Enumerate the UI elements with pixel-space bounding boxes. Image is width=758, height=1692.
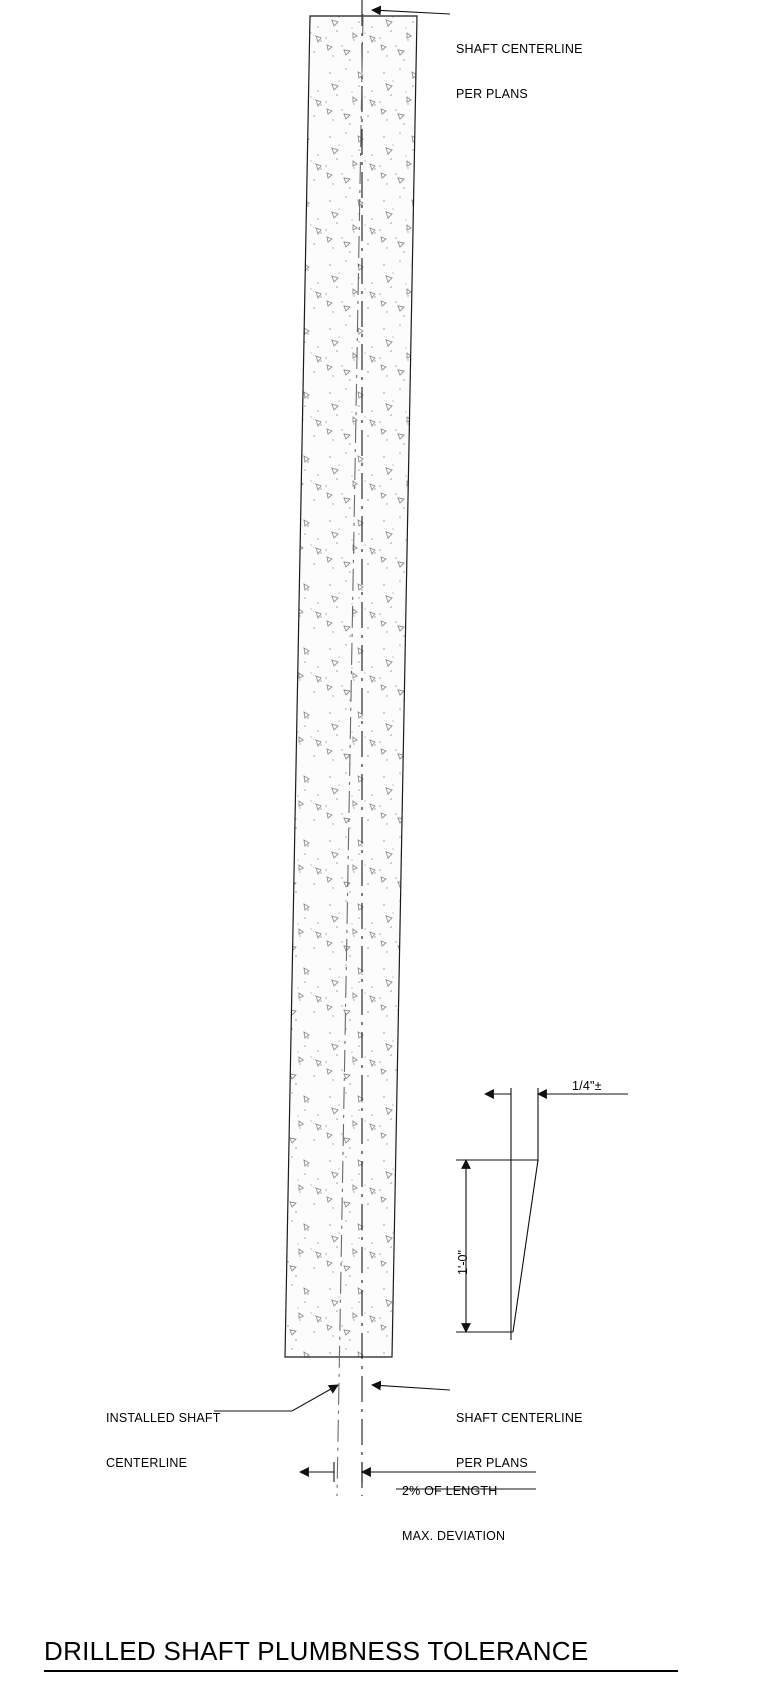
- label-top-shaft-centerline-line1: SHAFT CENTERLINE: [456, 42, 583, 56]
- label-bottom-shaft-centerline-line1: SHAFT CENTERLINE: [456, 1411, 583, 1425]
- label-top-shaft-centerline-line2: PER PLANS: [456, 87, 528, 101]
- label-installed-shaft-centerline-line2: CENTERLINE: [106, 1456, 188, 1470]
- drawing-title: DRILLED SHAFT PLUMBNESS TOLERANCE: [44, 1636, 589, 1666]
- label-max-deviation: [402, 1454, 505, 1574]
- drawing-title-underline: [44, 1670, 678, 1672]
- label-bottom-shaft-centerline-line2: PER PLANS: [456, 1456, 528, 1470]
- label-installed-shaft-centerline: [106, 1381, 221, 1501]
- label-max-deviation-line1: 2% OF LENGTH: [402, 1484, 498, 1498]
- label-slope-horizontal-dimension: 1/4"±: [572, 1079, 602, 1093]
- label-installed-shaft-centerline-line1: INSTALLED SHAFT: [106, 1411, 221, 1425]
- label-slope-vertical-dimension: 1'-0": [456, 1250, 470, 1275]
- bottom-centerline-leader: [372, 1385, 450, 1390]
- label-top-shaft-centerline: [456, 12, 583, 132]
- label-max-deviation-line2: MAX. DEVIATION: [402, 1529, 506, 1543]
- installed-centerline-leader: [214, 1385, 338, 1411]
- slope-tolerance-detail: [456, 1088, 628, 1340]
- top-centerline-leader: [372, 10, 450, 14]
